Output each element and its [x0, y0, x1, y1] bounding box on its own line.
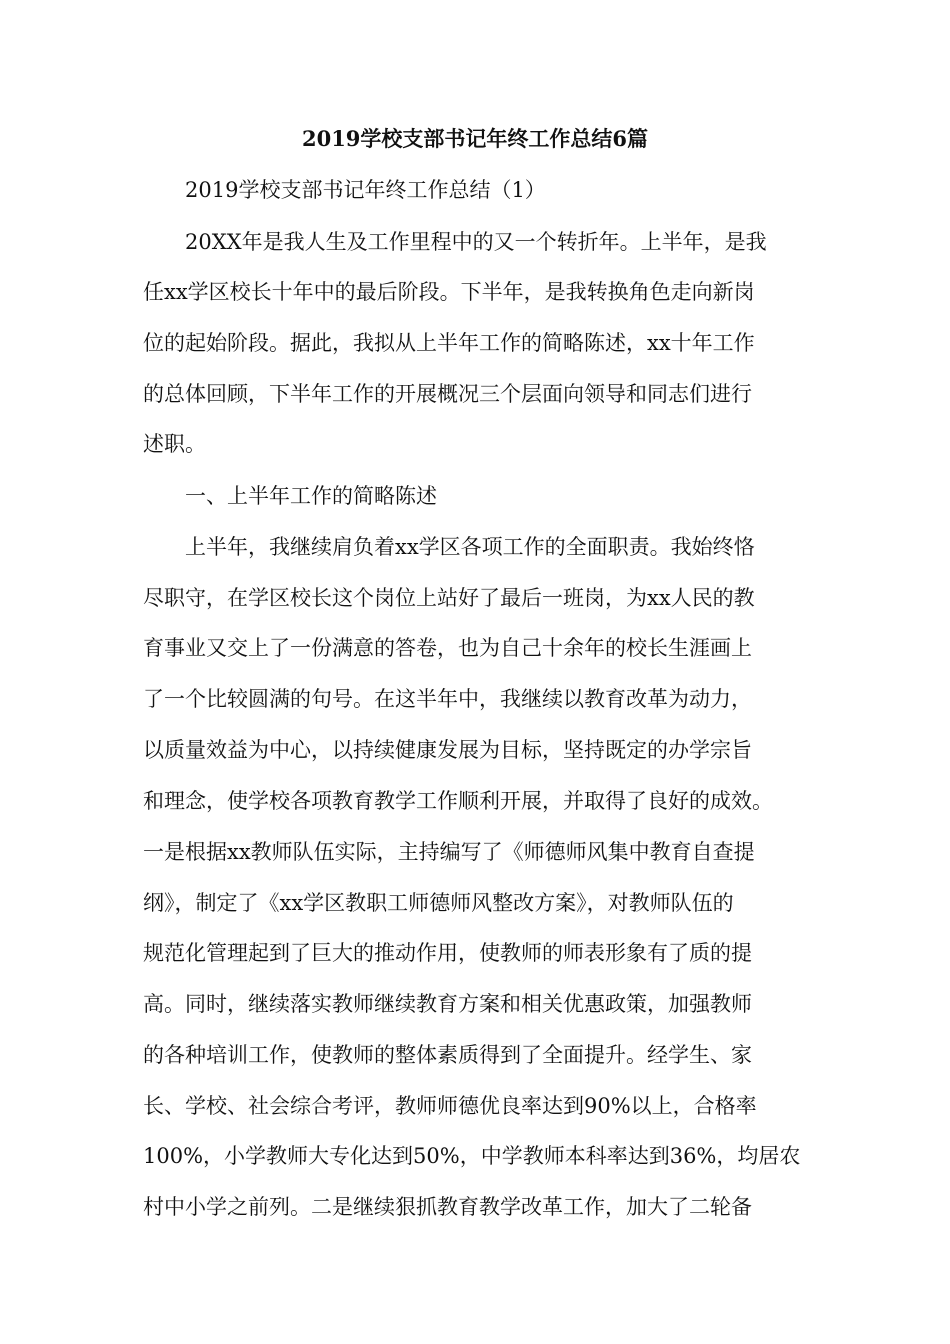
- paragraph-line: 规范化管理起到了巨大的推动作用，使教师的师表形象有了质的提: [143, 941, 752, 965]
- paragraph-line: 尽职守，在学区校长这个岗位上站好了最后一班岗，为xx人民的教: [143, 586, 755, 610]
- document-title: 2019学校支部书记年终工作总结6篇: [301, 126, 649, 151]
- paragraph-line: 纲》，制定了《xx学区教职工师德师风整改方案》，对教师队伍的: [143, 891, 734, 915]
- paragraph-line: 和理念，使学校各项教育教学工作顺利开展，并取得了良好的成效。: [143, 789, 773, 813]
- paragraph-line: 任xx学区校长十年中的最后阶段。下半年，是我转换角色走向新岗: [143, 280, 755, 304]
- paragraph-line: 了一个比较圆满的句号。在这半年中，我继续以教育改革为动力，: [143, 687, 752, 711]
- paragraph-line: 上半年，我继续肩负着xx学区各项工作的全面职责。我始终恪: [185, 535, 755, 559]
- paragraph-line: 100%，小学教师大专化达到50%，中学教师本科率达到36%，均居农: [143, 1144, 801, 1168]
- paragraph-line: 以质量效益为中心，以持续健康发展为目标，坚持既定的办学宗旨: [143, 738, 752, 762]
- paragraph-line: 的总体回顾，下半年工作的开展概况三个层面向领导和同志们进行: [143, 382, 752, 406]
- section-heading: 2019学校支部书记年终工作总结（1）: [185, 178, 546, 202]
- paragraph-line: 述职。: [143, 432, 206, 456]
- paragraph-line: 的各种培训工作，使教师的整体素质得到了全面提升。经学生、家: [143, 1043, 752, 1067]
- paragraph-line: 高。同时，继续落实教师继续教育方案和相关优惠政策，加强教师: [143, 992, 752, 1016]
- paragraph-line: 一是根据xx教师队伍实际，主持编写了《师德师风集中教育自查提: [143, 840, 755, 864]
- paragraph-line: 长、学校、社会综合考评，教师师德优良率达到90%以上，合格率: [143, 1094, 757, 1118]
- paragraph-line: 育事业又交上了一份满意的答卷，也为自己十余年的校长生涯画上: [143, 636, 752, 660]
- paragraph-line: 20XX年是我人生及工作里程中的又一个转折年。上半年，是我: [185, 230, 767, 254]
- paragraph-line: 村中小学之前列。二是继续狠抓教育教学改革工作，加大了二轮备: [143, 1195, 752, 1219]
- paragraph-line: 位的起始阶段。据此，我拟从上半年工作的简略陈述，xx十年工作: [143, 331, 755, 355]
- section-heading: 一、上半年工作的简略陈述: [185, 484, 437, 508]
